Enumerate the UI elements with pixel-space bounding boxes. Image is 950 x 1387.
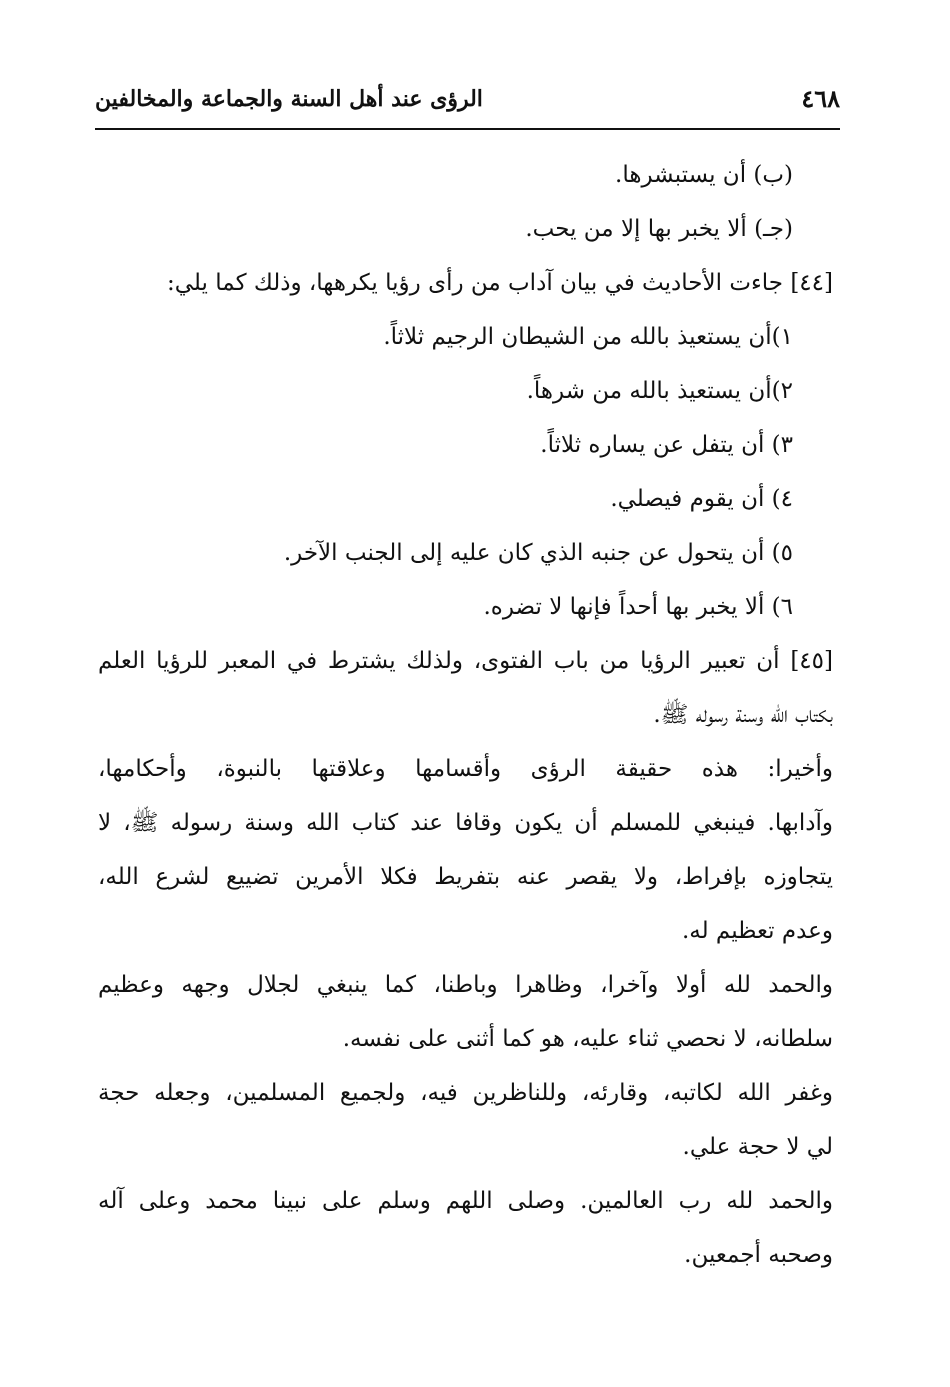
page-header bbox=[95, 80, 840, 120]
praise-para-line-1: والحمد لله أولا وآخرا، وظاهرا وباطنا، كما ينبغي لجلال وجهه وعظيم bbox=[98, 972, 833, 998]
closing-para-line-1: والحمد لله رب العالمين. وصلى اللهم وسلم على نبينا محمد وعلى آله bbox=[98, 1188, 833, 1214]
section-45-line-1: [٤٥] أن تعبير الرؤيا من باب الفتوى، ولذلك يشترط في المعبر للرؤيا العلم bbox=[98, 648, 833, 674]
list-item-3: ٣) أن يتفل عن يساره ثلاثاً. bbox=[540, 432, 793, 458]
conclusion-para-1-line-1: وأخيرا: هذه حقيقة الرؤى وأقسامها وعلاقتها بالنبوة، وأحكامها، bbox=[98, 756, 833, 782]
section-44-heading: [٤٤] جاءت الأحاديث في بيان آداب من رأى رؤيا يكرهها، وذلك كما يلي: bbox=[167, 270, 833, 296]
list-item-2: ٢)أن يستعيذ بالله من شرهاً. bbox=[526, 378, 793, 404]
list-item-4: ٤) أن يقوم فيصلي. bbox=[610, 486, 793, 512]
page-number: ٤٦٨ bbox=[801, 84, 840, 113]
conclusion-para-1-line-3: يتجاوزه بإفراط، ولا يقصر عنه بتفريط فكلا الأمرين تضييع لشرع الله، bbox=[98, 864, 833, 890]
praise-para-line-2: سلطانه، لا نحصي ثناء عليه، هو كما أثنى على نفسه. bbox=[342, 1026, 833, 1052]
forgiveness-para-line-1: وغفر الله لكاتبه، وقارئه، وللناظرين فيه، ولجميع المسلمين، وجعله حجة bbox=[98, 1080, 833, 1106]
running-title: الرؤى عند أهل السنة والجماعة والمخالفين bbox=[95, 86, 483, 112]
forgiveness-para-line-2: لي لا حجة علي. bbox=[682, 1134, 833, 1160]
list-item-b: (ب) أن يستبشرها. bbox=[615, 162, 793, 188]
section-45-line-2: بكتاب الله وسنة رسوله ﷺ. bbox=[653, 702, 833, 728]
conclusion-para-1-line-2: وآدابها. فينبغي للمسلم أن يكون وقافا عند كتاب الله وسنة رسوله ﷺ، لا bbox=[98, 810, 833, 836]
list-item-j: (جـ) ألا يخبر بها إلا من يحب. bbox=[525, 216, 793, 242]
closing-para-line-2: وصحبه أجمعين. bbox=[684, 1242, 833, 1268]
list-item-6: ٦) ألا يخبر بها أحداً فإنها لا تضره. bbox=[483, 594, 793, 620]
conclusion-para-1-line-4: وعدم تعظيم له. bbox=[681, 918, 833, 944]
page-body bbox=[98, 148, 833, 1282]
list-item-1: ١)أن يستعيذ بالله من الشيطان الرجيم ثلاثاً. bbox=[383, 324, 793, 350]
header-rule bbox=[95, 128, 840, 130]
list-item-5: ٥) أن يتحول عن جنبه الذي كان عليه إلى الجنب الآخر. bbox=[283, 540, 793, 566]
